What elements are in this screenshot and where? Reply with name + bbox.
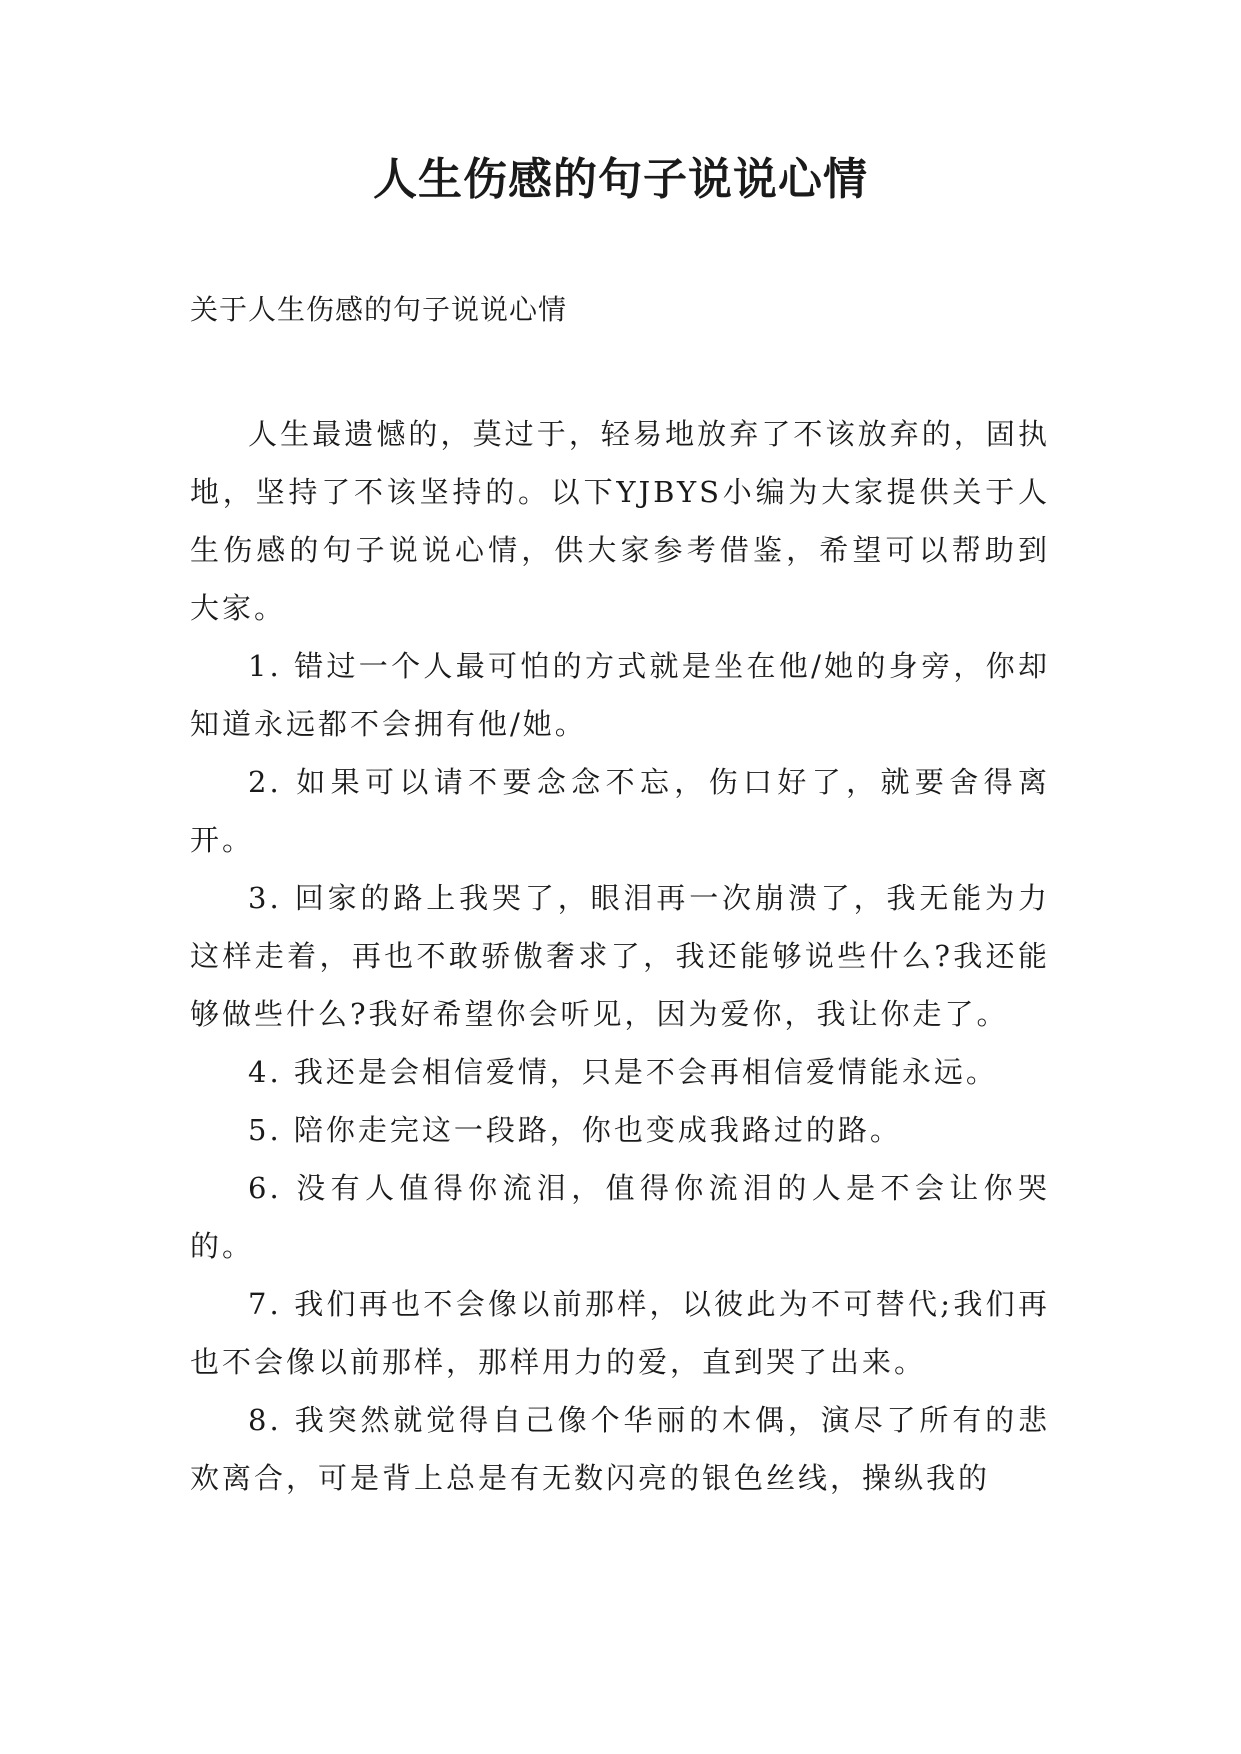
list-item: 3. 回家的路上我哭了，眼泪再一次崩溃了，我无能为力这样走着，再也不敢骄傲奢求了，我还能够说些什么?我还能够做些什么?我好希望你会听见，因为爱你，我让你走了。: [190, 881, 1050, 1031]
intro-paragraph: 人生最遗憾的，莫过于，轻易地放弃了不该放弃的，固执地，坚持了不该坚持的。以下YJBYS小编为大家提供关于人生伤感的句子说说心情，供大家参考借鉴，希望可以帮助到大家。: [190, 417, 1050, 625]
list-item: 1. 错过一个人最可怕的方式就是坐在他/她的身旁，你却知道永远都不会拥有他/她。: [190, 649, 1050, 741]
list-item: 8. 我突然就觉得自己像个华丽的木偶，演尽了所有的悲欢离合，可是背上总是有无数闪亮的银色丝线，操纵我的: [190, 1403, 1050, 1495]
list-item: 6. 没有人值得你流泪，值得你流泪的人是不会让你哭的。: [190, 1171, 1050, 1263]
list-item: 2. 如果可以请不要念念不忘，伤口好了，就要舍得离开。: [190, 765, 1050, 857]
list-item: 5. 陪你走完这一段路，你也变成我路过的路。: [248, 1113, 902, 1147]
article-body: [190, 405, 1050, 1507]
page-title: 人生伤感的句子说说心情: [373, 154, 868, 205]
list-item: 7. 我们再也不会像以前那样，以彼此为不可替代;我们再也不会像以前那样，那样用力的爱，直到哭了出来。: [190, 1287, 1050, 1379]
list-item: 4. 我还是会相信爱情，只是不会再相信爱情能永远。: [248, 1055, 998, 1089]
subtitle: 关于人生伤感的句子说说心情: [190, 293, 568, 326]
